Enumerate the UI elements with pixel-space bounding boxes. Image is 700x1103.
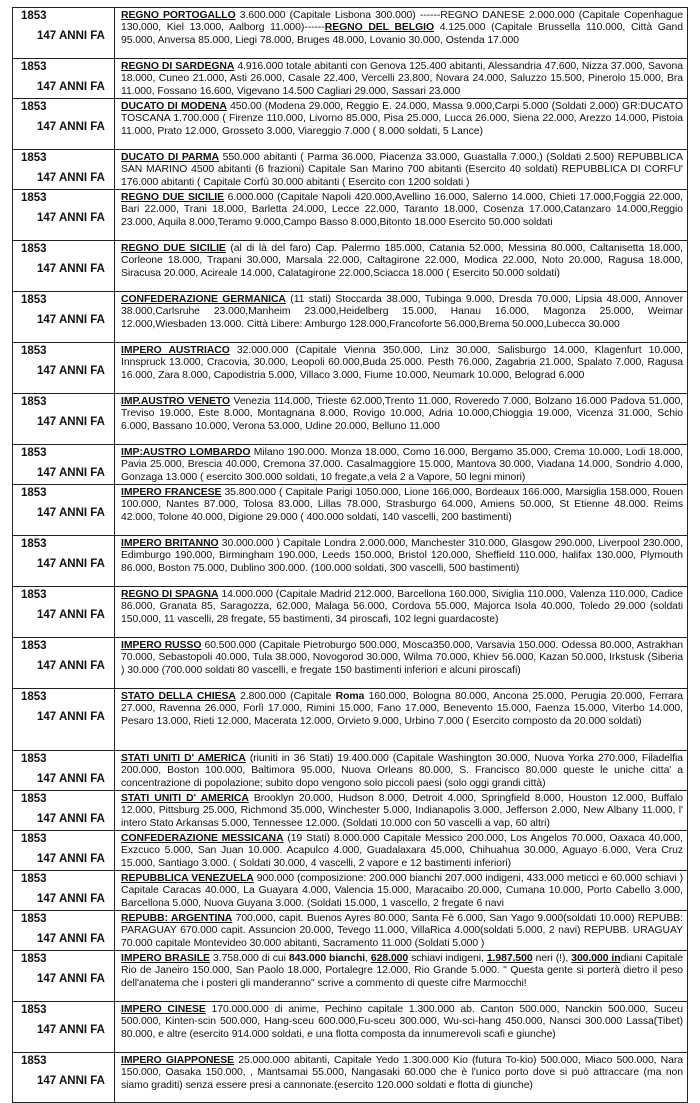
date-cell — [13, 951, 115, 1001]
date-cell — [13, 638, 115, 688]
table-row — [12, 637, 688, 688]
years-ago-label: 147 ANNI FA — [37, 211, 105, 224]
description-text: 6.000.000 (Capitale Napoli 420.000,Avellino 16.000, Salerno 14.000, Chieti 17.000,Foggia 22.000, Bari 22.000, Trani 18.000, Barletta 24.000, Lecce 22.000, Taranto 18.000, Cosenza 17.000,Catanzaro 14.000,Reggio 23.000, Aquila 8.000,Teramo 9.000,Campo Basso 8.000,Bitonto 18.000 Esercito 50.000 soldati — [121, 192, 683, 228]
description-text: diani Capitale Rio de Janeiro 150.000, San Paolo 18.000, Portalegre 12.000, Rio Grande 5.000. " Questa gente si porterà dietro il peso dell'anatema che i posteri gli manderanno" scrive a commento di queste cifre Marmocchi! — [121, 953, 683, 989]
state-name: REGNO DI SPAGNA — [121, 589, 219, 600]
years-ago-label: 147 ANNI FA — [37, 120, 105, 133]
years-ago-label: 147 ANNI FA — [37, 1074, 105, 1087]
years-ago-label: 147 ANNI FA — [37, 557, 105, 570]
state-name: 300.000 in — [571, 953, 621, 964]
date-cell — [13, 689, 115, 750]
table-row — [12, 98, 688, 149]
date-cell — [13, 292, 115, 342]
description-text: schiavi indigeni, — [408, 953, 487, 964]
table-row — [12, 586, 688, 637]
description-cell — [115, 150, 687, 189]
description-text: 900.000 (composizione: 200.000 bianchi 207.000 indigeni, 433.000 meticci e 60.000 schiavi ) Capitale Caracas 40.000, La Guayara 4.000, Valencia 15.000, Maracaibo 20.000, Cumana 10.000, Porto Cabello 3.000, Barcellona 5.000, Nuova Guyana 3.000. (Soldati 15.000, 1 vascello, 2 fregate 6 navi — [121, 873, 684, 909]
date-cell — [13, 485, 115, 535]
description-text: 32.000.000 (Capitale Vienna 350.000, Linz 30.000, Salisburgo 14.000, Klagenfurt 10.000, Innspruck 13.000, Cracovia, 30.000, Leopoli 60.000,Buda 25.000. Pesth 76.000, Zagabria 21.000, Spalato 7.000, Ragusa 16.000, Zara 8.000, Capodistria 5.000, Villaco 3.000, Fiume 10.000, Neumark 10.000, Belograd 6.000 — [121, 345, 683, 381]
years-ago-label: 147 ANNI FA — [37, 892, 105, 905]
description-cell — [115, 638, 687, 688]
date-cell — [13, 343, 115, 393]
year-label: 1853 — [21, 101, 47, 113]
table-row — [12, 790, 688, 830]
year-label: 1853 — [21, 538, 47, 550]
years-ago-label: 147 ANNI FA — [37, 415, 105, 428]
table-row — [12, 58, 688, 98]
year-label: 1853 — [21, 1055, 47, 1067]
date-cell — [13, 587, 115, 637]
years-ago-label: 147 ANNI FA — [37, 659, 105, 672]
state-name: IMP.AUSTRO VENETO — [121, 396, 231, 407]
description-text: 25.000.000 abitanti, Capitale Yedo 1.300.000 Kio (futura To-kio) 500.000, Miaco 500.000, Nara 150.000, Oasaka 150.000, , Mantsamai 55.000, Nangasaki 60.000 che è l'unico porto dove si può attraccare (ma non siamo graditi) senza essere presi a cannonate.(esercito 120.000 soldati e flotta di giunche) — [121, 1055, 683, 1091]
table-row — [12, 535, 688, 586]
description-text: Milano 190.000. Monza 18.000, Como 16.000, Bergamo 35.000, Crema 10.000, Lodi 18.000, Pavia 25.000, Brescia 40.000, Cremona 37.000. Casalmaggiore 15.000, Mantova 30.000, Viadana 14.000, Sondrio 4.000, Gonzaga 13.000 ( esercito 300.000 soldati, 10 fregate,a vela 2 a Vapore, 50 legni minori) — [121, 447, 683, 483]
years-ago-label: 147 ANNI FA — [37, 364, 105, 377]
table-row — [12, 393, 688, 444]
description-cell — [115, 536, 687, 586]
years-ago-label: 147 ANNI FA — [37, 812, 105, 825]
state-name: IMPERO FRANCESE — [121, 487, 222, 498]
years-ago-label: 147 ANNI FA — [37, 80, 105, 93]
description-cell — [115, 871, 687, 910]
description-text: Venezia 114.000, Trieste 62.000,Trento 11.000, Roveredo 7.000, Bolzano 16.000 Padova 51.000, Treviso 19.000, Este 8.000, Montagnana 8.000, Rovigo 10.000, Adria 10.000,Chioggia 19.000, Vicenza 31.000, Schio 6.000, Bassano 10.000, Verona 53.000, Udine 20.000, Belluno 11.000 — [121, 396, 684, 432]
state-name: IMPERO BRASILE — [121, 953, 210, 964]
date-cell — [13, 150, 115, 189]
state-name: DUCATO DI MODENA — [121, 101, 227, 112]
date-cell — [13, 190, 115, 240]
description-cell — [115, 1053, 687, 1102]
date-cell — [13, 8, 115, 58]
state-name: DUCATO DI PARMA — [121, 152, 219, 163]
description-cell — [115, 445, 687, 484]
description-text: 700.000, capit. Buenos Ayres 80.000, Santa Fè 6.000, San Yago 9.000(soldati 10.000) REPUBB: PARAGUAY 670.000 capit. Assuncion 20.000, Tevego 11.000, VillaRica 4.000(soldati 5.000, 2 navi) REPUBB. URAGUAY 70.000 capitale Montevideo 30.000 abitanti, Sacramento 11.000 (Soldati 5.000 ) — [121, 913, 683, 949]
table-row — [12, 688, 688, 750]
description-text: 3.600.000 (Capitale Lisbona 300.000) ------REGNO DANESE 2.000.000 (Capitale Copenhague 130.000, Kiel 13.000, Aalborg 11.000)------ — [121, 10, 683, 34]
table-row — [12, 342, 688, 393]
year-label: 1853 — [21, 152, 47, 164]
description-cell — [115, 241, 687, 291]
description-text: , — [365, 953, 371, 964]
description-cell — [115, 343, 687, 393]
years-ago-label: 147 ANNI FA — [37, 171, 105, 184]
year-label: 1853 — [21, 61, 47, 73]
state-name: CONFEDERAZIONE MESSICANA — [121, 833, 284, 844]
year-label: 1853 — [21, 1004, 47, 1016]
description-text: Brooklyn 20.000, Hudson 8.000, Detroit 4.000, Springfield 8.000, Houston 12.000, Buffalo 12.000, Pittsburg 25.000, Richmond 35.000, Winchester 5.000, Indianapolis 3.000, Jefferson 2.000, New Albany 11.000, l' intero Stato Arkansas 5.000, Tennessee 12.000. (Soldati 10.000 con 50 vascelli a vap, 60 altri) — [121, 793, 683, 829]
state-name: REGNO DI SARDEGNA — [121, 61, 235, 72]
table-row — [12, 870, 688, 910]
date-cell — [13, 751, 115, 790]
years-ago-label: 147 ANNI FA — [37, 313, 105, 326]
state-name: IMP:AUSTRO LOMBARDO — [121, 447, 251, 458]
state-name: IMPERO GIAPPONESE — [121, 1055, 235, 1066]
years-ago-label: 147 ANNI FA — [37, 29, 105, 42]
state-name: IMPERO RUSSO — [121, 640, 202, 651]
date-cell — [13, 1002, 115, 1052]
years-ago-label: 147 ANNI FA — [37, 262, 105, 275]
state-name: IMPERO AUSTRIACO — [121, 345, 230, 356]
description-cell — [115, 911, 687, 950]
description-text: (riuniti in 36 Stati) 19.400.000 (Capitale Washington 30.000, Nuova Yorka 270.000, Filadelfia 200.000, Boston 100.000, Baltimora 95.000, Nuova Orleans 80.000, S. Francisco 80.000 queste le uniche citta' a concentrazione di popolazione; subito dopo vengono solo piccoli paesi (solo oggi grandi città) — [121, 753, 683, 789]
years-ago-label: 147 ANNI FA — [37, 466, 105, 479]
state-name: STATO DELLA CHIESA — [121, 691, 236, 702]
year-label: 1853 — [21, 294, 47, 306]
year-label: 1853 — [21, 447, 47, 459]
year-label: 1853 — [21, 640, 47, 652]
description-cell — [115, 292, 687, 342]
year-label: 1853 — [21, 10, 47, 22]
date-cell — [13, 536, 115, 586]
year-label: 1853 — [21, 873, 47, 885]
years-ago-label: 147 ANNI FA — [37, 772, 105, 785]
description-cell — [115, 190, 687, 240]
table-row — [12, 910, 688, 950]
description-text: 4.125.000 (Capitale Brussella 110.000, Città Gand 95.000, Anversa 85.000, Liegi 78.000, Bruges 48.000, Lovanio 30.000, Ostenda 17.000 — [121, 22, 683, 46]
date-cell — [13, 831, 115, 870]
table-row — [12, 1052, 688, 1103]
description-text: (al di là del faro) Cap. Palermo 185.000, Catania 52.000, Messina 80.000, Caltanisetta 18.000, Corleone 18.000, Trapani 30.000, Marsala 22.000, Caltagirone 22.000, Modica 22.000, Noto 20.000, Ragusa 18.000, Siracusa 20.000, Acireale 14.000, Calatagirone 22.000,Sciacca 18.000 ( Esercito 50.000 soldati) — [121, 243, 683, 279]
table-row — [12, 830, 688, 870]
date-cell — [13, 59, 115, 98]
description-text: 3.758.000 di cui — [209, 953, 289, 964]
description-cell — [115, 831, 687, 870]
description-cell — [115, 485, 687, 535]
table-row — [12, 444, 688, 484]
state-name: REGNO DUE SICILIE — [121, 243, 226, 254]
table-row — [12, 291, 688, 342]
state-name: 628.000 — [370, 953, 409, 964]
description-cell — [115, 791, 687, 830]
date-cell — [13, 241, 115, 291]
year-label: 1853 — [21, 833, 47, 845]
description-cell — [115, 689, 687, 750]
description-cell — [115, 751, 687, 790]
description-text: 843.000 bianchi — [288, 953, 366, 964]
state-name: REPUBBLICA VENEZUELA — [121, 873, 254, 884]
state-name: REGNO PORTOGALLO — [121, 10, 236, 21]
table-row — [12, 950, 688, 1001]
description-cell — [115, 587, 687, 637]
date-cell — [13, 394, 115, 444]
description-cell — [115, 59, 687, 98]
years-ago-label: 147 ANNI FA — [37, 506, 105, 519]
year-label: 1853 — [21, 243, 47, 255]
years-ago-label: 147 ANNI FA — [37, 932, 105, 945]
table-row — [12, 189, 688, 240]
description-text: 60.500.000 (Capitale Pietroburgo 500.000, Mosca350.000, Varsavia 150.000. Odessa 80.000, Astrakhan 70.000, Sebastopoli 40.000, Tula 38.000, Novogorod 30.000, Wilma 70.000, Khiev 56.000, Kazan 50.000, Irkstusk (Siberia ) 30.000 (700.000 soldati 80 vascelli, e fregate 150 bastimenti inferiori e alcuni piroscafi) — [121, 640, 683, 676]
description-text: 35.800.000 ( Capitale Parigi 1050.000, Lione 166.000, Bordeaux 166.000, Marsiglia 158.000, Rouen 100.000, Nantes 87.000, Tolosa 83.000, Lillas 78.000, Strasburgo 64.000, Amiens 50.000, St Etienne 48.000. Reims 42.000, Tolone 40.000, Digione 29.000 ( 400.000 soldati, 140 vascelli, 200 bastimenti) — [121, 487, 684, 523]
date-cell — [13, 445, 115, 484]
description-cell — [115, 99, 687, 149]
table-row — [12, 240, 688, 291]
year-label: 1853 — [21, 345, 47, 357]
description-text: 30.000.000 ) Capitale Londra 2.000.000, Manchester 310.000, Glasgow 290.000, Liverpool 230.000, Edimburgo 190.000, Birmingham 190.000, Leeds 150.000, Bristol 120.000, Sheffield 110.000, halifax 130.000, Plymouth 86.000, Boston 75.000, Dublino 300.000. (100.000 soldati, 300 vascelli, 500 bastimenti) — [121, 538, 683, 574]
years-ago-label: 147 ANNI FA — [37, 972, 105, 985]
description-text: (11 stati) Stoccarda 38.000, Tubinga 9.000, Dresda 70.000, Lipsia 48.000, Annover 38.000,Carlsruhe 23.000,Manheim 23.000,Heidelberg 15.000, Hanau 16.000, Magonza 25.000, Weimar 12.000,Wiesbaden 13.000. Città Libere: Amburgo 128.000,Francoforte 56.000,Brema 50.000,Lubecca 30.000 — [121, 294, 683, 330]
year-label: 1853 — [21, 487, 47, 499]
description-text: Roma — [335, 691, 365, 702]
table-row — [12, 149, 688, 189]
state-name: REGNO DEL BELGIO — [324, 22, 434, 34]
state-name: REPUBB: ARGENTINA — [121, 913, 233, 924]
date-cell — [13, 911, 115, 950]
table-row — [12, 750, 688, 790]
years-ago-label: 147 ANNI FA — [37, 852, 105, 865]
census-table — [12, 7, 688, 1103]
year-label: 1853 — [21, 753, 47, 765]
description-text: 14.000.000 (Capitale Madrid 212.000, Barcellona 160.000, Siviglia 110.000, Valenza 110.000, Cadice 86.000, Granata 85, Saragozza, 62.000, Malaga 56.000, Cordova 55.000, Majorca Isola 40.000, Toledo 29.000 (soldati 150.000, 11 vascelli, 28 fregate, 55 bastimenti, 34 piroscafi, 102 legni guardacoste) — [121, 589, 684, 625]
state-name: STATI UNITI D' AMERICA — [121, 793, 249, 804]
description-cell — [115, 1002, 687, 1052]
description-text: 450.00 (Modena 29.000, Reggio E. 24.000, Massa 9.000,Carpi 5.000 (Soldati 2.000) GR:DUCATO TOSCANA 1.700.000 ( Firenze 110.000, Livorno 85.000, Pisa 25.000, Lucca 26.000, Siena 22.000, Arezzo 14.000, Pistoia 11.000, Prato 12.000, Grosseto 3.000, Viareggio 7.000 ( 8.000 soldati, 5 Lance) — [121, 101, 683, 137]
state-name: STATI UNITI D' AMERICA — [121, 753, 246, 764]
years-ago-label: 147 ANNI FA — [37, 710, 105, 723]
year-label: 1853 — [21, 953, 47, 965]
year-label: 1853 — [21, 396, 47, 408]
description-text: neri (!), — [532, 953, 572, 964]
description-text: 170.000.000 di anime, Pechino capitale 1.300.000 ab. Canton 500.000, Nanckin 500.000, Suceu 500.000, Kinten-scin 500.000, Hang-sceu 600.000,Fu-sceu 300.000, Wu-sci-hang 450.000, Nansci 300.000 Lassa(Tibet) 80.000, e altre (esercito 914.000 soldati, e una flotta composta da innumerevoli scafi e giunche) — [121, 1004, 683, 1040]
description-text: 550.000 abitanti ( Parma 36.000, Piacenza 33.000, Guastalla 7.000,) (Soldati 2.500) REPUBBLICA SAN MARINO 4500 abitanti (6 frazioni) Capitale San Marino 700 abitanti (Esercito 40 soldati) REPUBBLICA DI CORFU' 176.000 abitanti ( Capitale Corfù 30.000 abitanti ( Esercito con 1200 soldati ) — [121, 152, 683, 188]
year-label: 1853 — [21, 192, 47, 204]
description-cell — [115, 951, 687, 1001]
description-text: 2.800.000 (Capitale — [235, 691, 336, 702]
date-cell — [13, 99, 115, 149]
state-name: CONFEDERAZIONE GERMANICA — [121, 294, 286, 305]
description-cell — [115, 394, 687, 444]
table-row — [12, 484, 688, 535]
year-label: 1853 — [21, 913, 47, 925]
state-name: 1.987.500 — [486, 953, 533, 964]
year-label: 1853 — [21, 793, 47, 805]
description-text: 4.916.000 totale abitanti con Genova 125.400 abitanti, Alessandria 47.600, Nizza 37.000, Savona 18.000, Cuneo 21.000, Asti 26.000, Casale 22.400, Vercelli 23.800, Novara 24.000, Saluzzo 15.500, Pinerolo 15.000, Bra 11.000, Fossano 16.600, Vigevano 14.500 Cagliari 29.000, Sassari 23.000 — [121, 61, 683, 97]
description-cell — [115, 8, 687, 58]
state-name: IMPERO BRITANNO — [121, 538, 219, 549]
date-cell — [13, 871, 115, 910]
description-text: (19 Stati) 8.000.000 Capitale Messico 200.000, Los Angelos 70.000, Oaxaca 40.000, Exzcuco 5.000, San Juan 10.000. Acapulco 4.000, Guadalaxara 45.000, Chihuahua 30.000, Aguayo 6.000, Vera Cruz 15.000, Santiago 3.000. ( Soldati 30.000, 4 vascelli, 2 vapore e 12 bastimenti inferiori) — [121, 833, 683, 869]
date-cell — [13, 1053, 115, 1102]
year-label: 1853 — [21, 691, 47, 703]
years-ago-label: 147 ANNI FA — [37, 1023, 105, 1036]
years-ago-label: 147 ANNI FA — [37, 608, 105, 621]
date-cell — [13, 791, 115, 830]
year-label: 1853 — [21, 589, 47, 601]
table-row — [12, 1001, 688, 1052]
state-name: IMPERO CINESE — [121, 1004, 206, 1015]
table-row — [12, 7, 688, 58]
state-name: REGNO DUE SICILIE — [121, 192, 224, 203]
description-text: 160.000, Bologna 80.000, Ancona 25.000, Perugia 20.000, Ferrara 27.000, Ravenna 26.000, Forlì 17.000, Rimini 15.000, Fano 17.000, Benevento 15.000, Faenza 15.000, Viterbo 14.000, Pesaro 13.000, Rieti 12.000, Macerata 12.000, Orvieto 9.000, Urbino 7.000 ( Esercito composto da 20.000 soldati) — [121, 691, 684, 727]
